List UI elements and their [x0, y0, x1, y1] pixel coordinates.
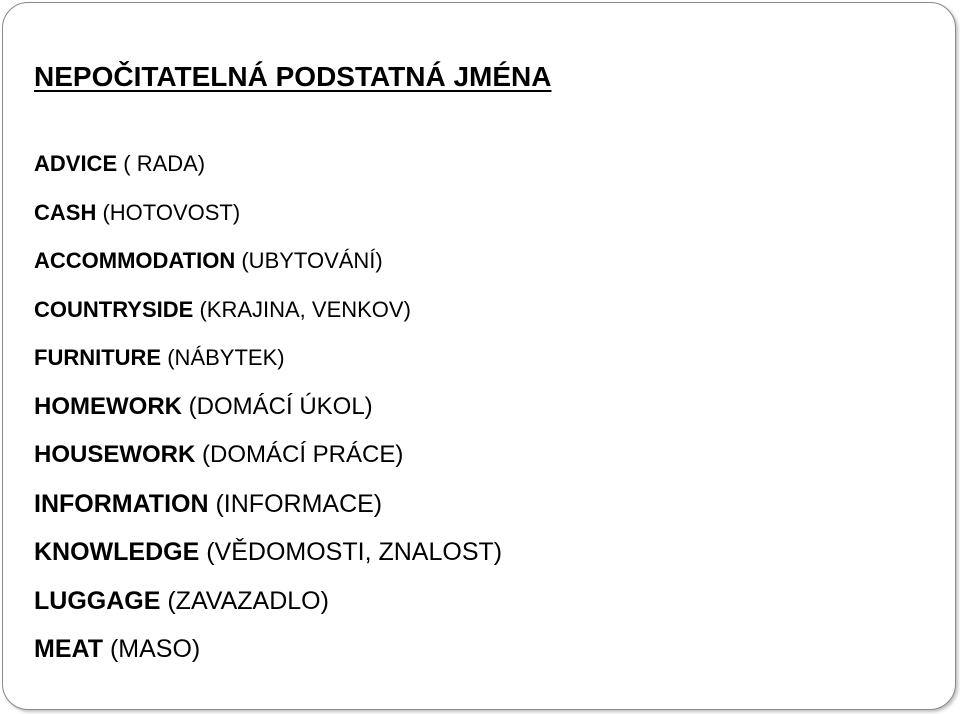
list-item: [34, 192, 502, 241]
term-word: KNOWLEDGE: [34, 538, 200, 566]
slide-title: NEPOČITATELNÁ PODSTATNÁ JMÉNA: [34, 61, 552, 92]
term-translation: (DOMÁCÍ ÚKOL): [188, 392, 373, 420]
term-word: LUGGAGE: [34, 586, 161, 615]
list-item: [34, 628, 502, 677]
term-translation: (INFORMACE): [215, 489, 383, 518]
list-item: [34, 531, 502, 580]
term-word: CASH: [34, 199, 97, 225]
list-item: [34, 483, 502, 532]
term-word: ACCOMMODATION: [34, 248, 236, 273]
list-item: [34, 434, 502, 483]
term-word: HOUSEWORK: [34, 441, 196, 468]
term-translation: (VĚDOMOSTI, ZNALOST): [206, 538, 503, 566]
term-word: COUNTRYSIDE: [34, 296, 194, 322]
slide: [2, 2, 956, 710]
term-word: ADVICE: [34, 151, 118, 176]
term-translation: (KRAJINA, VENKOV): [199, 296, 411, 322]
list-item: [34, 240, 502, 289]
term-list: [34, 143, 502, 677]
term-translation: (UBYTOVÁNÍ): [241, 248, 383, 273]
term-translation: (DOMÁCÍ PRÁCE): [202, 441, 404, 468]
term-word: MEAT: [34, 635, 103, 663]
term-translation: (NÁBYTEK): [167, 345, 285, 370]
term-word: FURNITURE: [34, 345, 162, 370]
list-item: [34, 143, 502, 192]
term-translation: ( RADA): [123, 151, 206, 176]
term-translation: (HOTOVOST): [102, 199, 241, 225]
term-word: INFORMATION: [34, 489, 209, 518]
term-translation: (ZAVAZADLO): [167, 586, 329, 615]
term-word: HOMEWORK: [34, 392, 182, 420]
term-translation: (MASO): [109, 635, 201, 663]
list-item: [34, 580, 502, 629]
list-item: [34, 289, 502, 338]
list-item: [34, 386, 502, 435]
list-item: [34, 337, 502, 386]
